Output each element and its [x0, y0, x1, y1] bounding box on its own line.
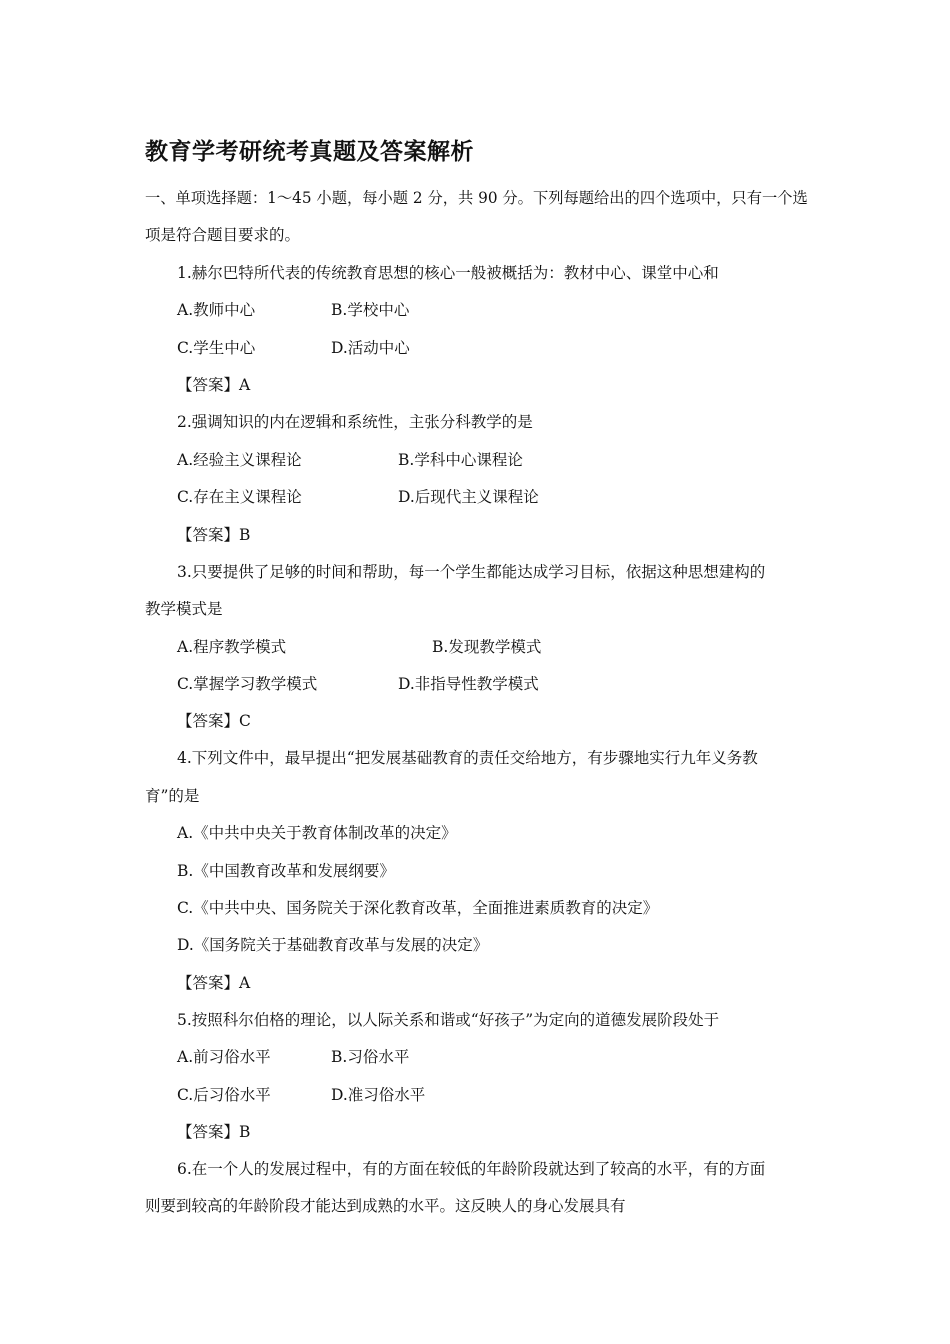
question-3-answer: 【答案】C [177, 712, 251, 730]
question-2-option-d: D.后现代主义课程论 [398, 488, 539, 506]
question-1-option-d: D.活动中心 [331, 339, 410, 357]
question-4-answer: 【答案】A [177, 974, 251, 992]
section-heading-line-1: 一、单项选择题：1～45 小题，每小题 2 分，共 90 分。下列每题给出的四个选项中，只有一个选 [145, 189, 808, 207]
question-3-stem-line-1: 3.只要提供了足够的时间和帮助，每一个学生都能达成学习目标，依据这种思想建构的 [177, 563, 766, 581]
question-4-option-c: C.《中共中央、国务院关于深化教育改革，全面推进素质教育的决定》 [177, 899, 659, 917]
question-3-option-d: D.非指导性教学模式 [398, 675, 539, 693]
question-2-option-c: C.存在主义课程论 [177, 488, 302, 506]
question-2-answer: 【答案】B [177, 526, 251, 544]
question-2-option-b: B.学科中心课程论 [398, 451, 523, 469]
question-1-stem: 1.赫尔巴特所代表的传统教育思想的核心一般被概括为：教材中心、课堂中心和 [177, 264, 719, 282]
question-1-option-c: C.学生中心 [177, 339, 256, 357]
question-5-option-c: C.后习俗水平 [177, 1086, 271, 1104]
question-3-option-b: B.发现教学模式 [432, 638, 542, 656]
question-4-option-d: D.《国务院关于基础教育改革与发展的决定》 [177, 936, 489, 954]
question-5-option-a: A.前习俗水平 [177, 1048, 271, 1066]
question-6-stem-line-2: 则要到较高的年龄阶段才能达到成熟的水平。这反映人的身心发展具有 [145, 1197, 626, 1215]
section-heading-line-2: 项是符合题目要求的。 [145, 226, 301, 244]
question-1-option-b: B.学校中心 [331, 301, 410, 319]
question-5-option-d: D.准习俗水平 [331, 1086, 426, 1104]
question-3-stem-line-2: 教学模式是 [145, 600, 223, 618]
question-1-option-a: A.教师中心 [177, 301, 256, 319]
question-5-stem: 5.按照科尔伯格的理论，以人际关系和谐或“好孩子”为定向的道德发展阶段处于 [177, 1011, 720, 1029]
question-5-option-b: B.习俗水平 [331, 1048, 410, 1066]
question-2-stem: 2.强调知识的内在逻辑和系统性，主张分科教学的是 [177, 413, 533, 431]
question-6-stem-line-1: 6.在一个人的发展过程中，有的方面在较低的年龄阶段就达到了较高的水平，有的方面 [177, 1160, 766, 1178]
question-3-option-a: A.程序教学模式 [177, 638, 287, 656]
question-4-option-b: B.《中国教育改革和发展纲要》 [177, 862, 395, 880]
question-5-answer: 【答案】B [177, 1123, 251, 1141]
question-3-option-c: C.掌握学习教学模式 [177, 675, 318, 693]
question-1-answer: 【答案】A [177, 376, 251, 394]
question-4-option-a: A.《中共中央关于教育体制改革的决定》 [177, 824, 457, 842]
document-title: 教育学考研统考真题及答案解析 [145, 139, 474, 165]
question-4-stem-line-1: 4.下列文件中，最早提出“把发展基础教育的责任交给地方，有步骤地实行九年义务教 [177, 749, 758, 767]
question-2-option-a: A.经验主义课程论 [177, 451, 302, 469]
question-4-stem-line-2: 育”的是 [145, 787, 200, 805]
